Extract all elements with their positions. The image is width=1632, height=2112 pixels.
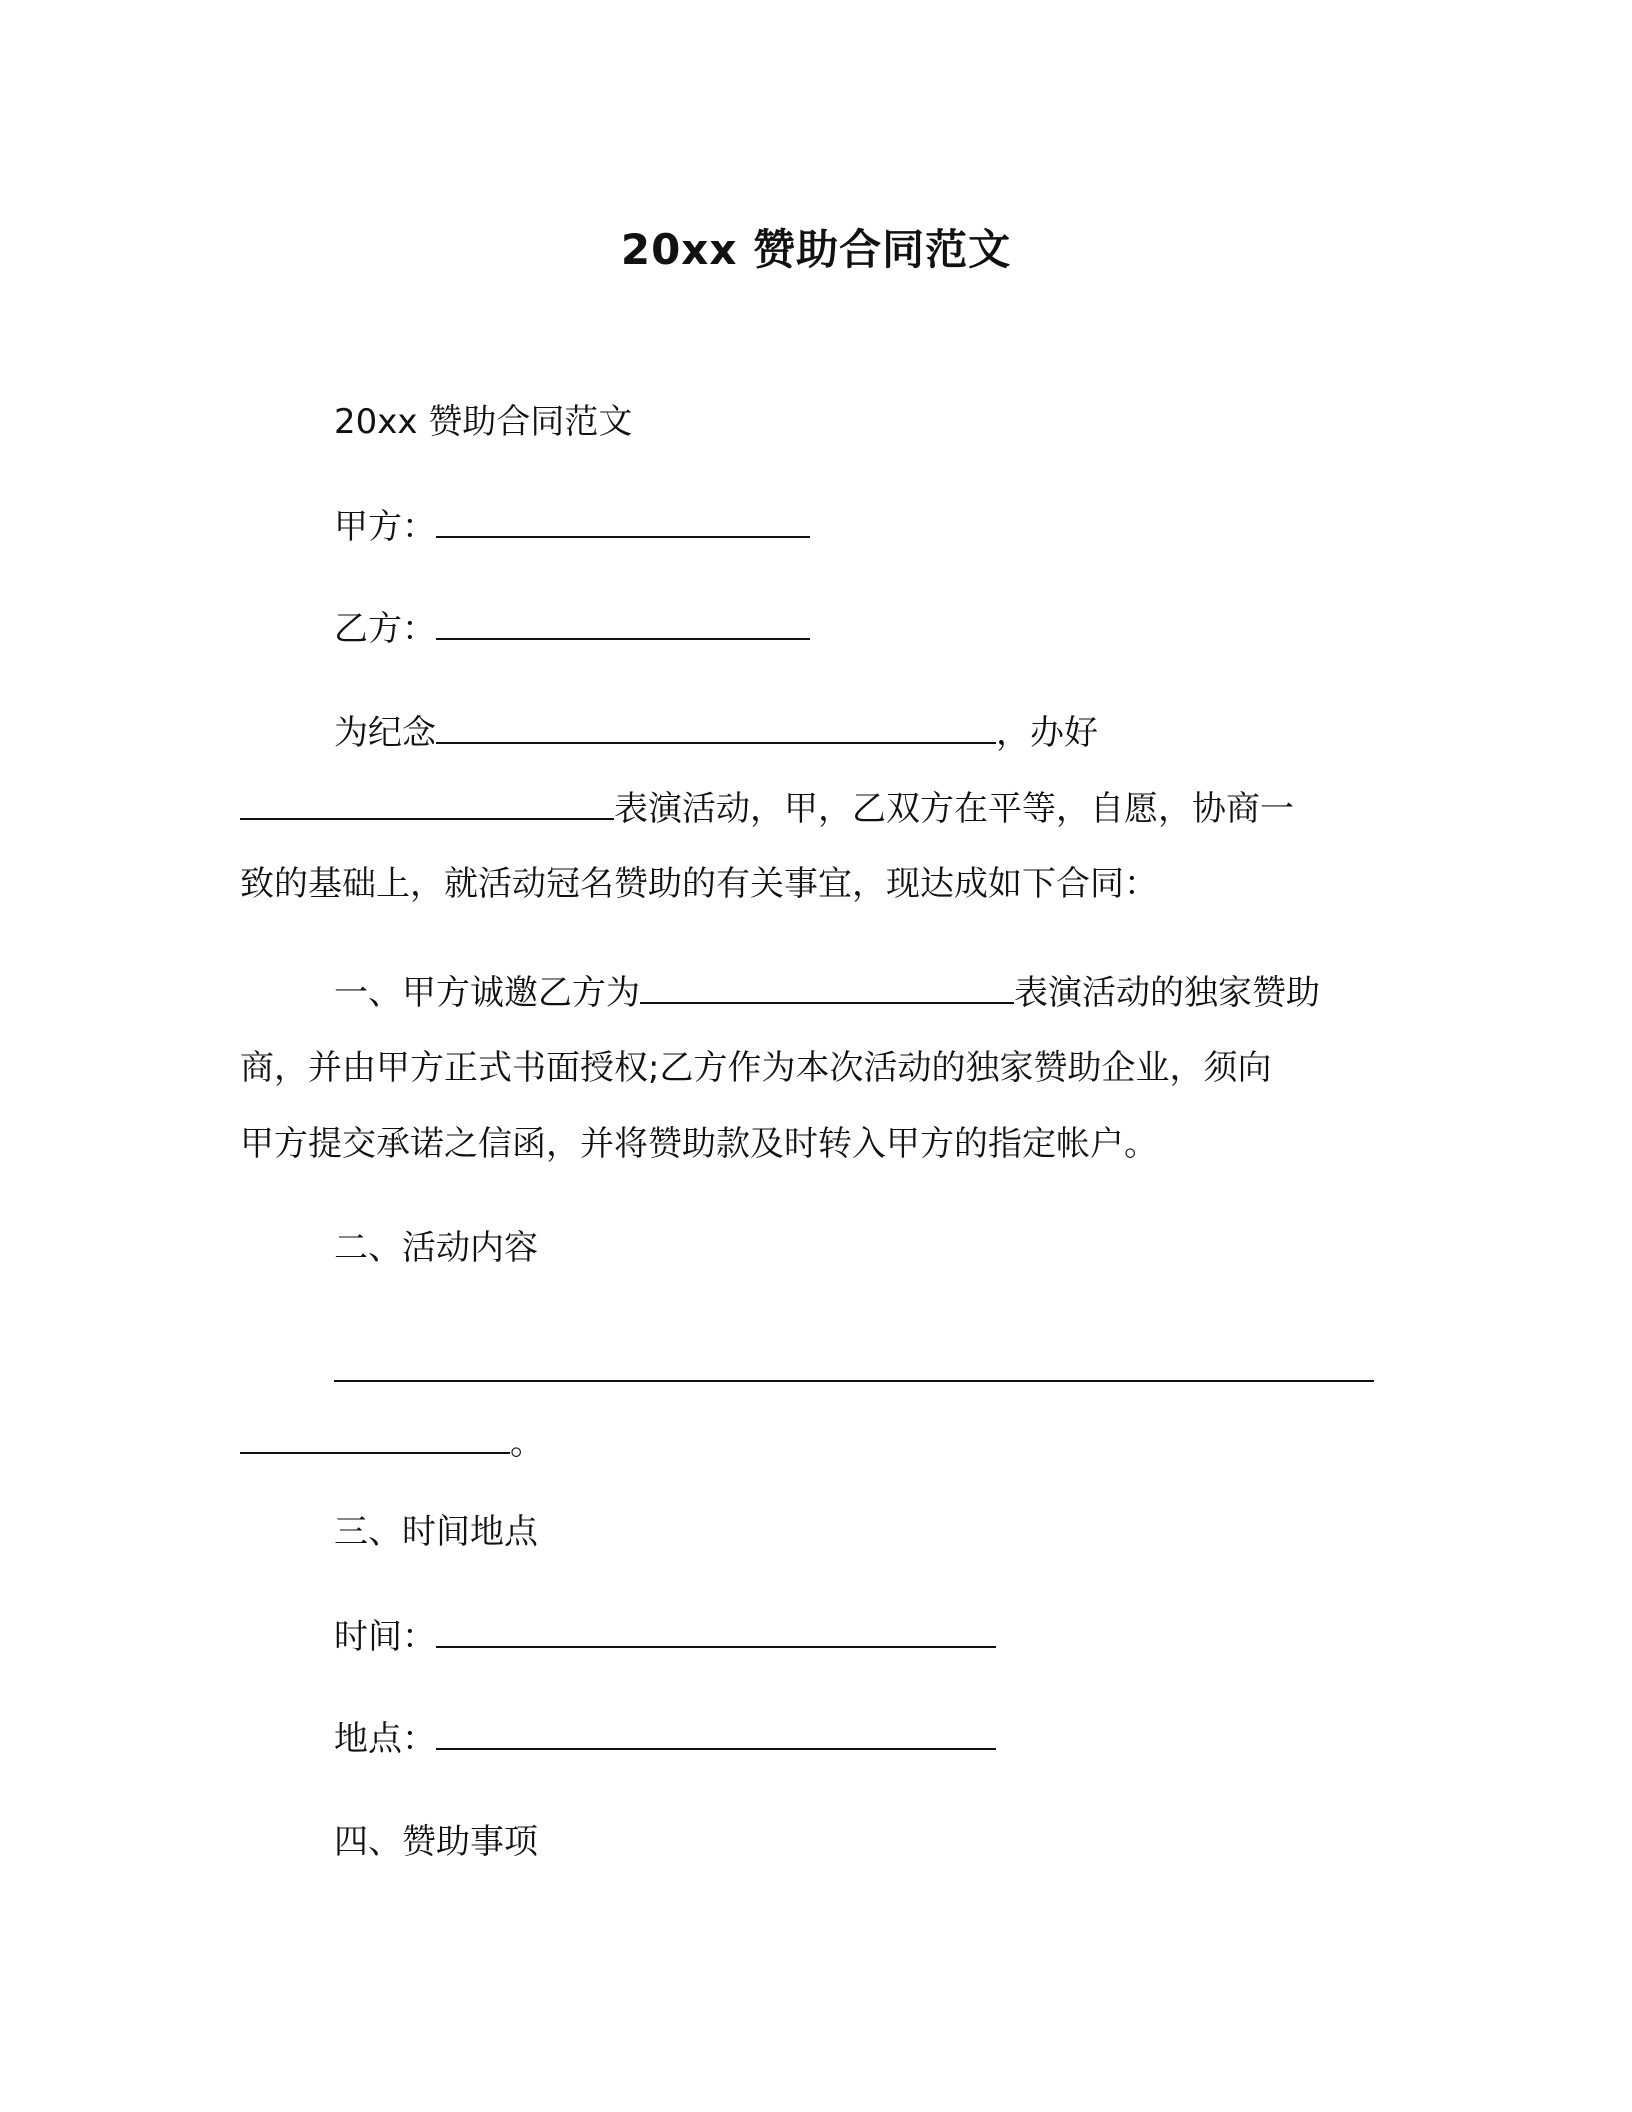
party-a-line: [334, 502, 810, 551]
clause-1-suffix: 表演活动的独家赞助: [1014, 973, 1320, 1013]
clause-1-line-3: 甲方提交承诺之信函，并将赞助款及时转入甲方的指定帐户。: [240, 1124, 1158, 1164]
clause-1-line-1: [334, 968, 1320, 1017]
clause-1-blank: [640, 968, 1014, 1004]
place-line: [334, 1714, 996, 1763]
party-b-line: [334, 604, 810, 653]
party-b-label: 乙方：: [334, 609, 436, 649]
clause-2-blank-line-1: [334, 1346, 1374, 1395]
event-blank: [240, 784, 614, 820]
clause-4-heading: 四、赞助事项: [334, 1822, 538, 1862]
activity-content-blank-1: [334, 1346, 1374, 1382]
time-blank: [436, 1612, 996, 1648]
place-label: 地点：: [334, 1719, 436, 1759]
party-a-blank: [436, 502, 810, 538]
time-line: [334, 1612, 996, 1661]
clause-2-heading: 二、活动内容: [334, 1228, 538, 1268]
clause-2-end: 。: [510, 1423, 544, 1463]
clause-1-line-2: 商，并由甲方正式书面授权;乙方作为本次活动的独家赞助企业，须向: [240, 1048, 1272, 1088]
time-label: 时间：: [334, 1617, 436, 1657]
commemorate-blank: [436, 708, 996, 744]
clause-1-prefix: 一、甲方诚邀乙方为: [334, 973, 640, 1013]
party-b-blank: [436, 604, 810, 640]
intro-suffix: ，办好: [996, 713, 1098, 753]
activity-content-blank-2: [240, 1418, 510, 1454]
party-a-label: 甲方：: [334, 507, 436, 547]
place-blank: [436, 1714, 996, 1750]
document-title: 20xx 赞助合同范文: [620, 225, 1012, 274]
document-subtitle: 20xx 赞助合同范文: [334, 402, 633, 442]
intro-prefix: 为纪念: [334, 713, 436, 753]
intro-line-2: [240, 784, 1294, 833]
clause-2-blank-line-2: [240, 1418, 544, 1467]
intro-line-3: 致的基础上，就活动冠名赞助的有关事宜，现达成如下合同：: [240, 864, 1158, 904]
clause-3-heading: 三、时间地点: [334, 1512, 538, 1552]
intro-line-2-text: 表演活动，甲，乙双方在平等，自愿，协商一: [614, 789, 1294, 829]
intro-line-1: [334, 708, 1098, 757]
